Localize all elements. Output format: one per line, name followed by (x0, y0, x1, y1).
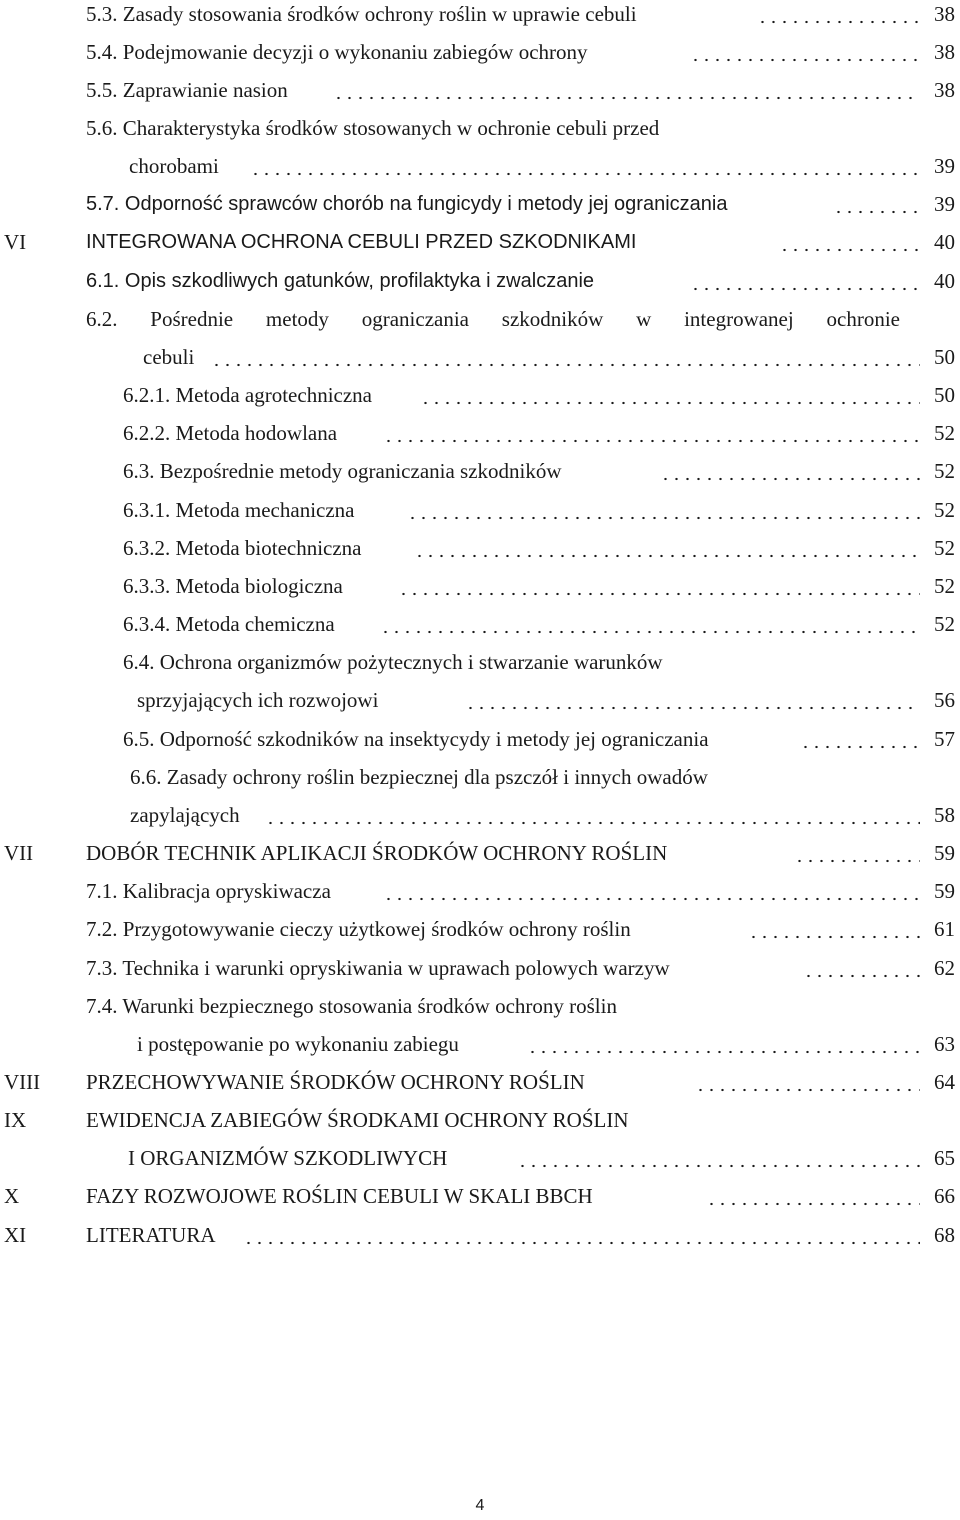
toc-entry (0, 727, 960, 765)
toc-entry-title: LITERATURA (86, 1223, 216, 1247)
toc-entry (0, 116, 960, 154)
dot-leader (748, 917, 920, 941)
toc-entry (0, 1070, 960, 1108)
toc-entry-page: 39 (934, 154, 955, 178)
toc-entry-title: 5.3. Zasady stosowania środków ochrony roślin w uprawie cebuli (86, 2, 637, 26)
chapter-numeral: VII (4, 841, 34, 865)
dot-leader (243, 1223, 920, 1247)
dot-leader (398, 574, 920, 598)
toc-entry-title: 6.3.4. Metoda chemiczna (123, 612, 335, 636)
toc-entry (0, 192, 960, 230)
dot-leader (800, 727, 920, 751)
toc-entry (0, 498, 960, 536)
dot-leader (383, 421, 920, 445)
dot-leader (380, 612, 920, 636)
dot-leader (407, 498, 920, 522)
toc-entry-page: 39 (934, 192, 955, 216)
toc-entry (0, 688, 960, 726)
toc-entry (0, 650, 960, 688)
toc-entry (0, 1032, 960, 1070)
toc-entry (0, 803, 960, 841)
toc-entry (0, 1184, 960, 1222)
toc-entry-title: cebuli (143, 345, 195, 369)
toc-entry-title: sprzyjających ich rozwojowi (137, 688, 379, 712)
toc-entry (0, 879, 960, 917)
toc-entry (0, 841, 960, 879)
toc-entry-title: 5.4. Podejmowanie decyzji o wykonaniu zabiegów ochrony (86, 40, 588, 64)
toc-entry-page: 52 (934, 536, 955, 560)
toc-entry-page: 52 (934, 459, 955, 483)
dot-leader (250, 154, 920, 178)
dot-leader (833, 192, 920, 216)
toc-entry-title: zapylających (130, 803, 240, 827)
toc-entry (0, 1146, 960, 1184)
toc-entry (0, 765, 960, 803)
toc-entry-title: 6.4. Ochrona organizmów pożytecznych i stwarzanie warunków (123, 650, 663, 674)
dot-leader (465, 688, 920, 712)
toc-entry-page: 56 (934, 688, 955, 712)
toc-entry-page: 62 (934, 956, 955, 980)
toc-entry (0, 421, 960, 459)
toc-entry (0, 269, 960, 307)
toc-entry-page: 66 (934, 1184, 955, 1208)
toc-entry-title: 7.2. Przygotowywanie cieczy użytkowej środków ochrony roślin (86, 917, 631, 941)
toc-entry-title: FAZY ROZWOJOWE ROŚLIN CEBULI W SKALI BBCH (86, 1184, 593, 1208)
toc-entry-title: 6.6. Zasady ochrony roślin bezpiecznej dla pszczół i innych owadów (130, 765, 708, 789)
toc-entry-title: 6.3.3. Metoda biologiczna (123, 574, 343, 598)
toc-entry-page: 38 (934, 2, 955, 26)
toc-entry-page: 63 (934, 1032, 955, 1056)
toc-entry-title: 7.3. Technika i warunki opryskiwania w uprawach polowych warzyw (86, 956, 670, 980)
dot-leader (690, 269, 920, 293)
toc-entry (0, 956, 960, 994)
toc-entry-title: 6.2.2. Metoda hodowlana (123, 421, 338, 445)
dot-leader (660, 459, 920, 483)
toc-entry-page: 58 (934, 803, 955, 827)
chapter-numeral: X (4, 1184, 20, 1208)
toc-entry-title: i postępowanie po wykonaniu zabiegu (137, 1032, 459, 1056)
toc-entry-page: 52 (934, 498, 955, 522)
toc-entry-page: 50 (934, 383, 955, 407)
dot-leader (333, 78, 920, 102)
toc-entry (0, 40, 960, 78)
toc-entry-title: 5.7. Odporność sprawców chorób na fungicydy i metody jej ograniczania (86, 193, 728, 215)
dot-leader (794, 841, 920, 865)
toc-entry-page: 38 (934, 40, 955, 64)
toc-entry-title: 7.4. Warunki bezpiecznego stosowania środków ochrony roślin (86, 994, 617, 1018)
toc-entry-page: 50 (934, 345, 955, 369)
dot-leader (211, 345, 920, 369)
dot-leader (803, 956, 920, 980)
dot-leader (779, 230, 920, 254)
toc-entry-title: 6.3.2. Metoda biotechniczna (123, 536, 362, 560)
toc-entry (0, 307, 960, 345)
dot-leader (757, 2, 920, 26)
dot-leader (517, 1146, 920, 1170)
toc-entry-page: 65 (934, 1146, 955, 1170)
toc-entry-title: chorobami (129, 154, 219, 178)
toc-entry-page: 57 (934, 727, 955, 751)
toc-entry (0, 154, 960, 192)
toc-entry (0, 459, 960, 497)
toc-entry-title: 6.2.1. Metoda agrotechniczna (123, 383, 372, 407)
toc-entry (0, 574, 960, 612)
toc-entry (0, 230, 960, 268)
toc-entry-title: 5.5. Zaprawianie nasion (86, 78, 288, 102)
toc-entry-page: 40 (934, 230, 955, 254)
chapter-numeral: XI (4, 1223, 27, 1247)
toc-entry-title: 6.5. Odporność szkodników na insektycydy i metody jej ograniczania (123, 727, 709, 751)
toc-entry-page: 52 (934, 612, 955, 636)
toc-entry (0, 612, 960, 650)
toc-entry-page: 52 (934, 574, 955, 598)
toc-entry-title: 6.2. Pośrednie metody ograniczania szkodników w integrowanej ochronie (86, 307, 900, 331)
toc-entry-title: I ORGANIZMÓW SZKODLIWYCH (128, 1146, 448, 1170)
toc-entry (0, 1108, 960, 1146)
toc-entry (0, 994, 960, 1032)
toc-entry (0, 345, 960, 383)
dot-leader (414, 536, 920, 560)
dot-leader (690, 40, 920, 64)
toc-entry-title: EWIDENCJA ZABIEGÓW ŚRODKAMI OCHRONY ROŚLIN (86, 1108, 629, 1132)
toc-entry-page: 59 (934, 879, 955, 903)
toc-entry-page: 52 (934, 421, 955, 445)
chapter-numeral: IX (4, 1108, 27, 1132)
toc-entry (0, 917, 960, 955)
toc-entry-title: 6.3.1. Metoda mechaniczna (123, 498, 355, 522)
toc-entry-page: 68 (934, 1223, 955, 1247)
toc-entry (0, 1223, 960, 1261)
dot-leader (420, 383, 920, 407)
toc-entry-page: 61 (934, 917, 955, 941)
dot-leader (527, 1032, 920, 1056)
dot-leader (695, 1070, 920, 1094)
toc-entry-title: PRZECHOWYWANIE ŚRODKÓW OCHRONY ROŚLIN (86, 1070, 585, 1094)
toc-entry-title: 5.6. Charakterystyka środków stosowanych w ochronie cebuli przed (86, 116, 660, 140)
toc-entry-title: 7.1. Kalibracja opryskiwacza (86, 879, 331, 903)
chapter-numeral: VIII (4, 1070, 41, 1094)
toc-entry (0, 2, 960, 40)
dot-leader (706, 1184, 920, 1208)
toc-entry (0, 78, 960, 116)
toc-entry-page: 64 (934, 1070, 955, 1094)
toc-entry-title: DOBÓR TECHNIK APLIKACJI ŚRODKÓW OCHRONY ROŚLIN (86, 841, 668, 865)
toc-entry-page: 40 (934, 269, 955, 293)
dot-leader (383, 879, 920, 903)
toc-entry (0, 383, 960, 421)
toc-entry-page: 38 (934, 78, 955, 102)
chapter-numeral: VI (4, 230, 27, 254)
toc-entry-page: 59 (934, 841, 955, 865)
toc-entry (0, 536, 960, 574)
toc-entry-title: 6.3. Bezpośrednie metody ograniczania szkodników (123, 459, 562, 483)
toc-entry-title: 6.1. Opis szkodliwych gatunków, profilaktyka i zwalczanie (86, 270, 595, 292)
toc-entry-title: INTEGROWANA OCHRONA CEBULI PRZED SZKODNIKAMI (86, 231, 637, 253)
dot-leader (265, 803, 920, 827)
page-number: 4 (475, 1497, 485, 1514)
